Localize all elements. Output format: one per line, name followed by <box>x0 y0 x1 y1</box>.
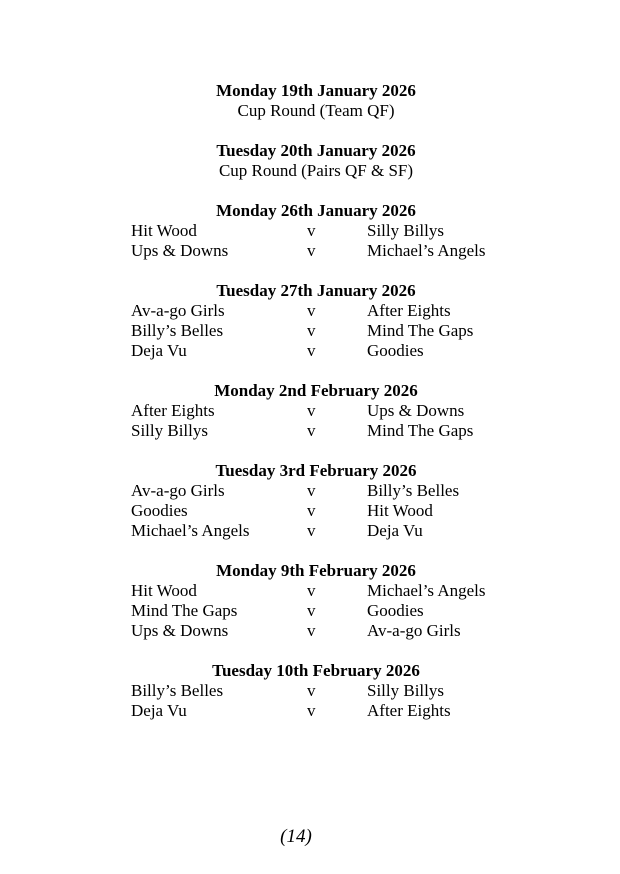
away-team: Deja Vu <box>367 521 423 540</box>
away-team: Mind The Gaps <box>367 321 474 340</box>
fixture-date: Monday 19th January 2026 <box>216 81 416 100</box>
fixture-section <box>131 381 501 441</box>
home-team: Av-a-go Girls <box>131 481 225 500</box>
home-team: Hit Wood <box>131 581 197 600</box>
home-team: Michael’s Angels <box>131 521 250 540</box>
away-team: Michael’s Angels <box>367 241 486 260</box>
match-row <box>131 681 501 701</box>
home-team: After Eights <box>131 401 215 420</box>
home-team: Av-a-go Girls <box>131 301 225 320</box>
home-team: Billy’s Belles <box>131 681 224 700</box>
home-team: Billy’s Belles <box>131 321 224 340</box>
fixture-date: Monday 26th January 2026 <box>216 201 416 220</box>
fixture-date: Tuesday 27th January 2026 <box>216 281 416 300</box>
fixture-section <box>131 461 501 541</box>
versus-label: v <box>307 221 316 240</box>
away-team: Ups & Downs <box>367 401 465 420</box>
fixture-section <box>131 561 501 641</box>
versus-label: v <box>307 521 316 540</box>
versus-label: v <box>307 321 316 340</box>
match-row <box>131 301 501 321</box>
fixture-date: Monday 9th February 2026 <box>216 561 416 580</box>
versus-label: v <box>307 341 316 360</box>
away-team: After Eights <box>367 701 451 720</box>
fixture-list <box>131 81 501 741</box>
fixture-note: Cup Round (Team QF) <box>237 101 395 120</box>
match-row <box>131 221 501 241</box>
versus-label: v <box>307 481 316 500</box>
versus-label: v <box>307 401 316 420</box>
away-team: Goodies <box>367 341 424 360</box>
fixture-date: Monday 2nd February 2026 <box>214 381 418 400</box>
fixture-date: Tuesday 20th January 2026 <box>216 141 416 160</box>
home-team: Hit Wood <box>131 221 197 240</box>
away-team: Goodies <box>367 601 424 620</box>
versus-label: v <box>307 621 316 640</box>
home-team: Ups & Downs <box>131 241 229 260</box>
fixture-section <box>131 81 501 121</box>
versus-label: v <box>307 701 316 720</box>
away-team: Billy’s Belles <box>367 481 460 500</box>
away-team: Silly Billys <box>367 221 444 240</box>
away-team: Hit Wood <box>367 501 433 520</box>
home-team: Silly Billys <box>131 421 208 440</box>
fixture-section <box>131 141 501 181</box>
home-team: Goodies <box>131 501 188 520</box>
home-team: Mind The Gaps <box>131 601 238 620</box>
fixture-date: Tuesday 10th February 2026 <box>212 661 420 680</box>
versus-label: v <box>307 421 316 440</box>
away-team: Av-a-go Girls <box>367 621 461 640</box>
home-team: Ups & Downs <box>131 621 229 640</box>
fixture-section <box>131 661 501 721</box>
page-number: (14) <box>280 826 312 847</box>
match-row <box>131 701 501 721</box>
versus-label: v <box>307 501 316 520</box>
match-row <box>131 481 501 501</box>
away-team: Silly Billys <box>367 681 444 700</box>
match-row <box>131 421 501 441</box>
match-row <box>131 521 501 541</box>
versus-label: v <box>307 581 316 600</box>
away-team: After Eights <box>367 301 451 320</box>
match-row <box>131 581 501 601</box>
versus-label: v <box>307 241 316 260</box>
fixture-note: Cup Round (Pairs QF & SF) <box>218 161 414 180</box>
match-row <box>131 621 501 641</box>
versus-label: v <box>307 601 316 620</box>
match-row <box>131 601 501 621</box>
fixture-date: Tuesday 3rd February 2026 <box>215 461 417 480</box>
versus-label: v <box>307 301 316 320</box>
away-team: Mind The Gaps <box>367 421 474 440</box>
home-team: Deja Vu <box>131 701 187 720</box>
versus-label: v <box>307 681 316 700</box>
match-row <box>131 401 501 421</box>
away-team: Michael’s Angels <box>367 581 486 600</box>
match-row <box>131 341 501 361</box>
home-team: Deja Vu <box>131 341 187 360</box>
match-row <box>131 321 501 341</box>
match-row <box>131 501 501 521</box>
match-row <box>131 241 501 261</box>
fixture-section <box>131 201 501 261</box>
fixture-section <box>131 281 501 361</box>
